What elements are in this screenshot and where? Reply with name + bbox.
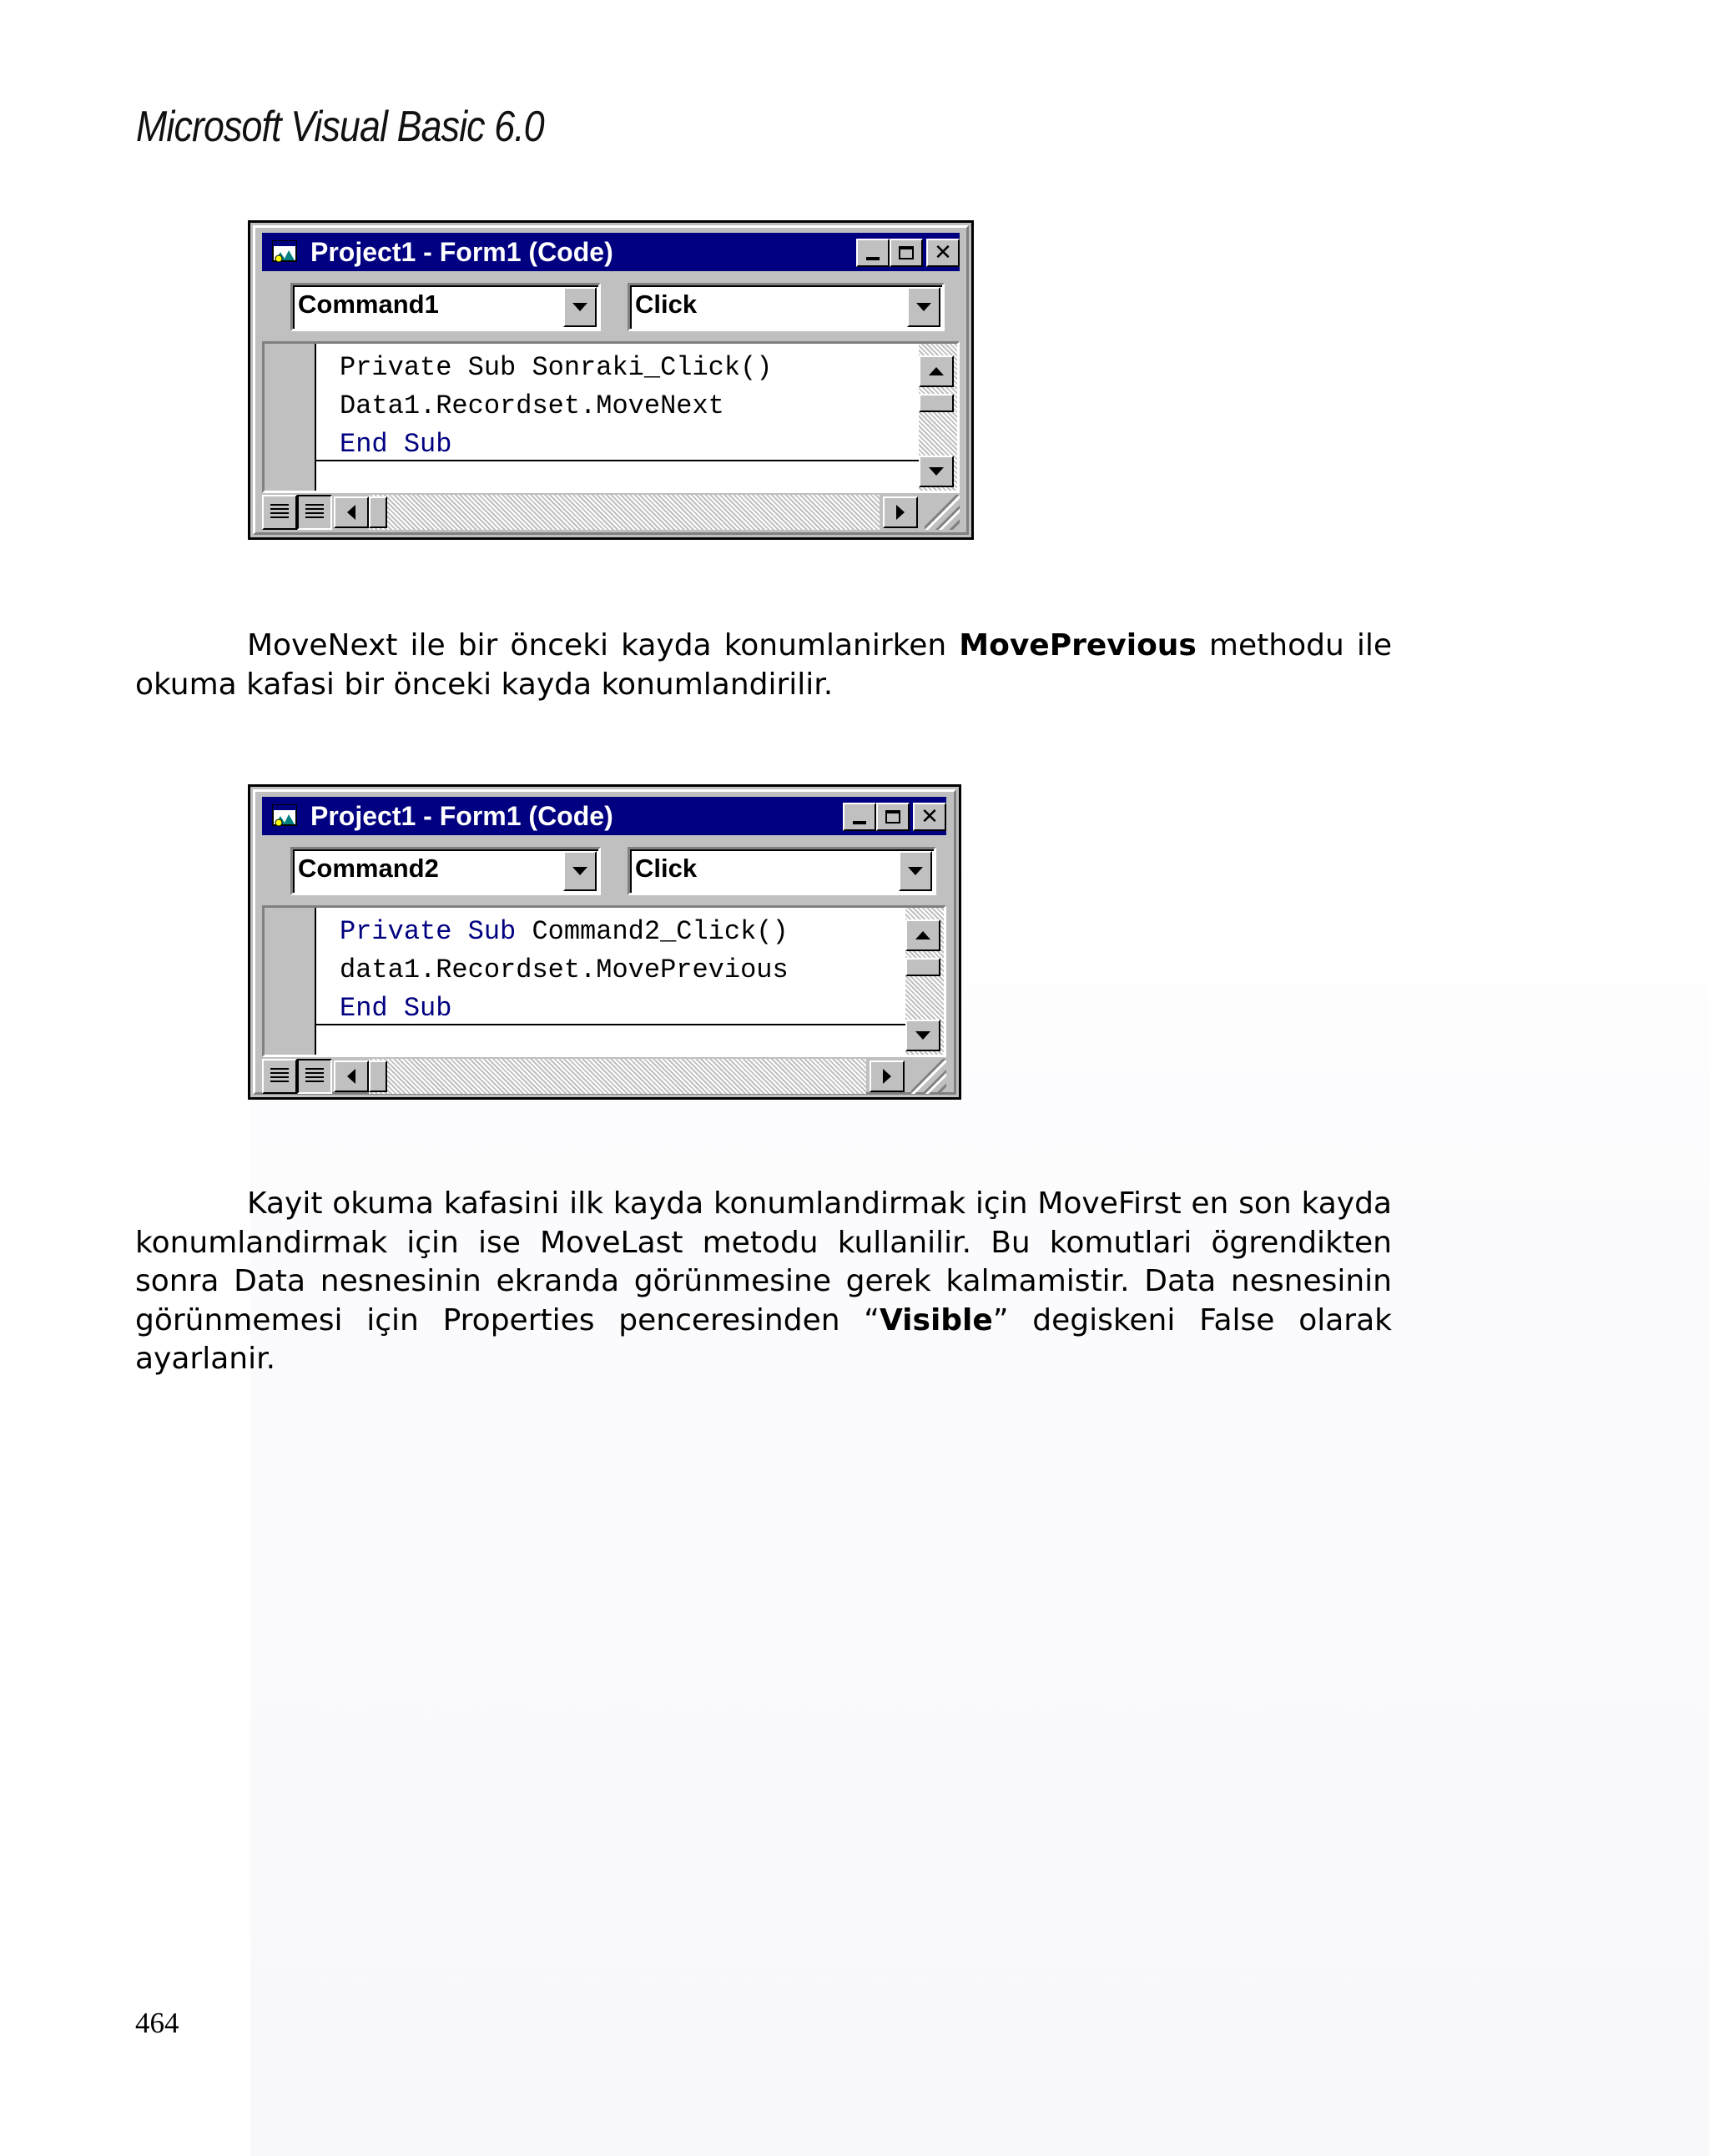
- page-number: 464: [135, 2007, 179, 2039]
- object-combo-dropdown[interactable]: [563, 851, 597, 891]
- paragraph-text: Kayit okuma kafasini ilk kayda konumlandirmak için MoveFirst en son kayda konumlandirmak için ise MoveLast metodu kullanilir. Bu komutlari ögrendikten sonra Data nesnesinin ekranda görünmesine gerek kalmamistir. Data nesnesinin görünmemesi için Properties penceresinden “: [135, 1186, 1392, 1337]
- close-icon: ✕: [920, 804, 939, 829]
- procedure-view-icon: [270, 1068, 289, 1085]
- code-text[interactable]: [340, 349, 772, 464]
- procedure-view-button[interactable]: [262, 495, 297, 530]
- scroll-thumb-horizontal[interactable]: [369, 1060, 387, 1092]
- scroll-right-icon: [883, 1069, 891, 1084]
- scroll-thumb-horizontal[interactable]: [369, 496, 387, 528]
- procedure-combo-value: Click: [635, 854, 698, 883]
- app-icon: [272, 240, 297, 264]
- full-module-view-button[interactable]: [297, 1059, 332, 1094]
- dropdown-arrow-icon: [572, 303, 587, 311]
- object-combo-value: Command1: [298, 290, 439, 319]
- scroll-left-icon: [347, 505, 355, 520]
- procedure-view-button[interactable]: [262, 1059, 297, 1094]
- scroll-right-icon: [896, 505, 905, 520]
- scroll-thumb[interactable]: [919, 394, 954, 412]
- paragraph-text: MoveNext ile bir önceki kayda konumlanirken: [247, 628, 960, 662]
- title-bar[interactable]: [262, 233, 960, 271]
- code-editor[interactable]: [262, 341, 960, 493]
- code-text[interactable]: [340, 913, 789, 1028]
- vertical-scrollbar[interactable]: [919, 344, 957, 491]
- object-combo[interactable]: [290, 283, 601, 331]
- paragraph-text: ” degiskeni False olarak ayarlanir.: [135, 1302, 1392, 1376]
- code-window-1: [248, 220, 974, 540]
- full-module-view-button[interactable]: [297, 495, 332, 530]
- close-icon: ✕: [934, 240, 952, 265]
- code-window-2: [248, 784, 961, 1100]
- maximize-button[interactable]: [890, 239, 923, 267]
- paragraph-text: methodu ile okuma kafasi bir önceki kayda konumlandirilir.: [135, 628, 1392, 702]
- bottom-bar: [262, 495, 960, 530]
- scroll-down-button[interactable]: [919, 456, 954, 487]
- size-grip-icon[interactable]: [925, 495, 960, 530]
- running-header: Microsoft Visual Basic 6.0: [136, 103, 544, 151]
- procedure-combo-dropdown[interactable]: [899, 851, 932, 891]
- procedure-combo[interactable]: [628, 847, 936, 895]
- scroll-down-icon: [929, 467, 944, 476]
- margin-indicator-bar[interactable]: [265, 908, 316, 1055]
- object-combo[interactable]: [290, 847, 601, 895]
- dropdown-arrow-icon: [572, 867, 587, 875]
- close-button[interactable]: [926, 239, 960, 267]
- close-button[interactable]: [913, 803, 946, 831]
- scroll-down-icon: [915, 1031, 930, 1040]
- dropdown-arrow-icon: [916, 303, 931, 311]
- procedure-combo[interactable]: [628, 283, 945, 331]
- minimize-button[interactable]: [843, 803, 876, 831]
- body-paragraph-2: [135, 1185, 1392, 1379]
- margin-indicator-bar[interactable]: [265, 344, 316, 491]
- scroll-up-icon: [929, 367, 944, 375]
- maximize-icon: [885, 810, 900, 824]
- scroll-down-button[interactable]: [905, 1020, 940, 1051]
- code-line: End Sub: [340, 429, 452, 460]
- procedure-combo-dropdown[interactable]: [907, 287, 940, 327]
- dropdown-arrow-icon: [908, 867, 923, 875]
- object-combo-dropdown[interactable]: [563, 287, 597, 327]
- code-line: Command2_Click(): [516, 916, 789, 947]
- body-paragraph-1: [135, 626, 1392, 704]
- window-title: Project1 - Form1 (Code): [310, 237, 613, 267]
- window-title: Project1 - Form1 (Code): [310, 801, 613, 831]
- minimize-icon: [866, 257, 880, 260]
- maximize-icon: [899, 246, 914, 259]
- code-keyword: Private Sub: [340, 916, 517, 947]
- bold-term: Visible: [879, 1302, 993, 1337]
- procedure-separator: [316, 1024, 905, 1025]
- bottom-bar: [262, 1059, 946, 1094]
- code-line: data1.Recordset.MovePrevious: [340, 955, 789, 985]
- maximize-button[interactable]: [876, 803, 910, 831]
- vertical-scrollbar[interactable]: [905, 908, 944, 1055]
- code-line: End Sub: [340, 993, 452, 1024]
- code-line: Private Sub Sonraki_Click(): [340, 352, 773, 383]
- title-bar[interactable]: [262, 797, 946, 835]
- scroll-left-icon: [347, 1069, 355, 1084]
- code-editor[interactable]: [262, 905, 946, 1057]
- full-module-view-icon: [305, 504, 324, 521]
- procedure-separator: [316, 460, 919, 461]
- minimize-icon: [853, 821, 866, 824]
- scroll-up-icon: [915, 931, 930, 939]
- procedure-combo-value: Click: [635, 290, 698, 319]
- bold-term: MovePrevious: [959, 628, 1197, 662]
- object-combo-value: Command2: [298, 854, 439, 883]
- scroll-left-button[interactable]: [334, 496, 369, 528]
- scroll-up-button[interactable]: [919, 355, 954, 387]
- app-icon: [272, 804, 297, 828]
- scroll-left-button[interactable]: [334, 1060, 369, 1092]
- code-line: Data1.Recordset.MoveNext: [340, 390, 724, 421]
- scroll-right-button[interactable]: [870, 1060, 905, 1092]
- scroll-up-button[interactable]: [905, 919, 940, 951]
- horizontal-scrollbar[interactable]: [369, 1059, 866, 1094]
- horizontal-scrollbar[interactable]: [369, 495, 880, 530]
- scroll-thumb[interactable]: [905, 958, 940, 976]
- scroll-right-button[interactable]: [883, 496, 918, 528]
- minimize-button[interactable]: [856, 239, 890, 267]
- size-grip-icon[interactable]: [911, 1059, 946, 1094]
- full-module-view-icon: [305, 1068, 324, 1085]
- procedure-view-icon: [270, 504, 289, 521]
